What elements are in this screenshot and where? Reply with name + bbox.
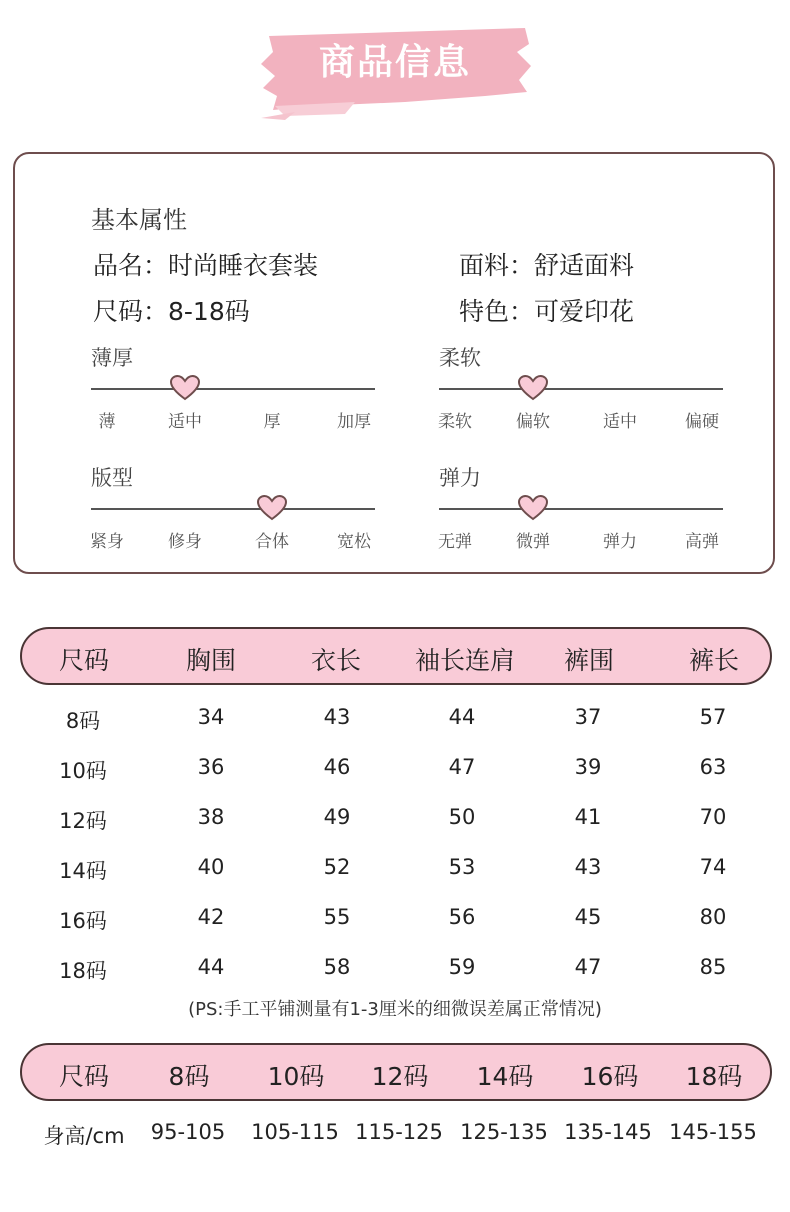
table-cell: 40 — [197, 855, 225, 879]
table-cell: 34 — [197, 705, 225, 729]
scale-fit — [91, 462, 377, 562]
height-table-column-header: 尺码 — [58, 1062, 110, 1091]
table-cell: 47 — [574, 955, 602, 979]
attr-fabric: 面料：舒适面料 — [459, 251, 635, 280]
table-cell: 37 — [574, 705, 602, 729]
size-table-column-header: 尺码 — [58, 646, 110, 675]
size-table-column-header: 裤长 — [688, 646, 740, 675]
size-table-column-header: 裤围 — [563, 646, 615, 675]
table-cell: 46 — [323, 755, 351, 779]
table-cell: 18码 — [59, 959, 107, 983]
section-header — [255, 22, 535, 122]
scale-option-label: 偏硬 — [685, 412, 719, 432]
table-cell: 80 — [699, 905, 727, 929]
table-row — [0, 755, 790, 785]
scale-option-label: 修身 — [168, 532, 202, 552]
height-table-header — [20, 1043, 772, 1101]
table-cell: 47 — [448, 755, 476, 779]
scale-option-label: 偏软 — [516, 412, 550, 432]
height-table-column-header: 18码 — [685, 1062, 743, 1091]
table-cell: 14码 — [59, 859, 107, 883]
table-cell: 12码 — [59, 809, 107, 833]
scale-title: 版型 — [91, 466, 133, 490]
scale-option-label: 厚 — [263, 412, 281, 432]
scale-option-label: 薄 — [98, 412, 116, 432]
table-cell: 42 — [197, 905, 225, 929]
table-cell: 53 — [448, 855, 476, 879]
table-cell: 41 — [574, 805, 602, 829]
scale-track — [91, 388, 375, 390]
scale-option-label: 高弹 — [685, 532, 719, 552]
measurement-note: (PS:手工平铺测量有1-3厘米的细微误差属正常情况) — [188, 999, 602, 1020]
table-cell: 44 — [197, 955, 225, 979]
height-table-column-header: 16码 — [581, 1062, 639, 1091]
table-cell: 43 — [574, 855, 602, 879]
table-cell: 63 — [699, 755, 727, 779]
height-table-cell: 105-115 — [251, 1120, 339, 1144]
scale-elasticity — [439, 462, 725, 562]
table-cell: 49 — [323, 805, 351, 829]
size-table-column-header: 衣长 — [310, 646, 362, 675]
table-row — [0, 805, 790, 835]
header-title: 商品信息 — [318, 42, 471, 83]
table-cell: 55 — [323, 905, 351, 929]
scale-option-label: 合体 — [255, 532, 289, 552]
height-table-column-header: 8码 — [168, 1062, 210, 1091]
heart-marker-icon — [257, 495, 287, 521]
table-cell: 74 — [699, 855, 727, 879]
attr-feature: 特色：可爱印花 — [459, 297, 635, 326]
scale-option-label: 无弹 — [438, 532, 472, 552]
scale-option-label: 宽松 — [337, 532, 371, 552]
table-cell: 59 — [448, 955, 476, 979]
height-table-column-header: 10码 — [267, 1062, 325, 1091]
heart-marker-icon — [518, 495, 548, 521]
height-table-cell: 95-105 — [150, 1120, 226, 1144]
table-row — [0, 855, 790, 885]
table-cell: 39 — [574, 755, 602, 779]
heart-marker-icon — [170, 375, 200, 401]
height-table-cell: 身高/cm — [43, 1124, 125, 1148]
scale-option-label: 适中 — [603, 412, 637, 432]
scale-option-label: 加厚 — [337, 412, 371, 432]
table-cell: 50 — [448, 805, 476, 829]
attr-product-name: 品名：时尚睡衣套装 — [93, 251, 319, 280]
size-table-column-header: 胸围 — [185, 646, 237, 675]
table-cell: 44 — [448, 705, 476, 729]
table-cell: 56 — [448, 905, 476, 929]
table-cell: 16码 — [59, 909, 107, 933]
table-cell: 10码 — [59, 759, 107, 783]
scale-option-label: 微弹 — [516, 532, 550, 552]
height-table-cell: 115-125 — [355, 1120, 443, 1144]
height-table-cell: 125-135 — [460, 1120, 548, 1144]
heart-marker-icon — [518, 375, 548, 401]
height-table-cell: 145-155 — [669, 1120, 757, 1144]
scale-track — [91, 508, 375, 510]
scale-title: 薄厚 — [91, 346, 133, 370]
scale-option-label: 紧身 — [90, 532, 124, 552]
height-table-cell: 135-145 — [564, 1120, 652, 1144]
scale-track — [439, 388, 723, 390]
table-cell: 38 — [197, 805, 225, 829]
table-cell: 70 — [699, 805, 727, 829]
scale-title: 柔软 — [439, 346, 481, 370]
scale-track — [439, 508, 723, 510]
table-row — [0, 905, 790, 935]
table-cell: 85 — [699, 955, 727, 979]
table-cell: 52 — [323, 855, 351, 879]
scale-option-label: 柔软 — [438, 412, 472, 432]
attributes-panel — [13, 152, 775, 574]
height-table-row — [0, 1120, 790, 1150]
table-row — [0, 955, 790, 985]
table-cell: 8码 — [65, 709, 101, 733]
table-cell: 43 — [323, 705, 351, 729]
scale-thickness — [91, 342, 377, 442]
table-cell: 58 — [323, 955, 351, 979]
attr-size: 尺码：8-18码 — [93, 297, 250, 326]
table-row — [0, 705, 790, 735]
height-table-column-header: 12码 — [371, 1062, 429, 1091]
table-cell: 36 — [197, 755, 225, 779]
table-cell: 57 — [699, 705, 727, 729]
scale-option-label: 适中 — [168, 412, 202, 432]
size-table-header — [20, 627, 772, 685]
scale-option-label: 弹力 — [603, 532, 637, 552]
scale-title: 弹力 — [439, 466, 481, 490]
size-table-column-header: 袖长连肩 — [414, 646, 516, 675]
height-table-column-header: 14码 — [476, 1062, 534, 1091]
scale-softness — [439, 342, 725, 442]
attributes-heading: 基本属性 — [91, 206, 187, 234]
table-cell: 45 — [574, 905, 602, 929]
